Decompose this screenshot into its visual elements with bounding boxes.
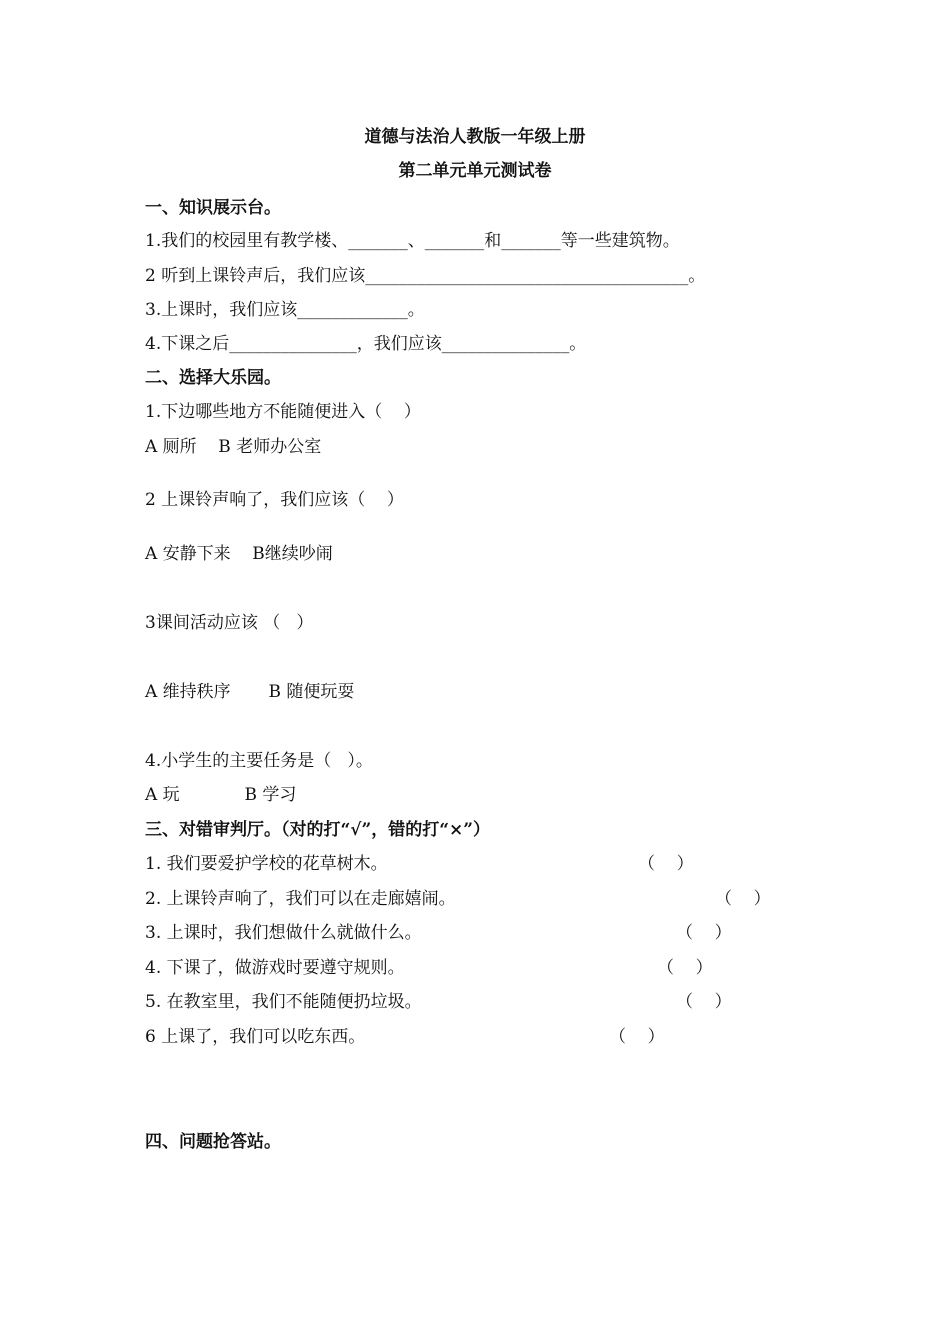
document-title: 道德与法治人教版一年级上册 — [364, 127, 586, 147]
section3-item-answer-paren: （ ） — [676, 923, 732, 943]
section3-item-text: 5. 在教室里，我们不能随便扔垃圾。 — [145, 992, 422, 1012]
section2-heading: 二、选择大乐园。 — [145, 368, 281, 388]
document-subtitle: 第二单元单元测试卷 — [398, 161, 552, 181]
section3-item-answer-paren: （ ） — [638, 854, 694, 874]
section3-item-answer-paren: （ ） — [657, 958, 713, 978]
section4-heading: 四、问题抢答站。 — [145, 1132, 281, 1152]
section2-question-3-options: A 维持秩序 B 随便玩耍 — [145, 682, 355, 702]
section3-item-answer-paren: （ ） — [715, 889, 771, 909]
section3-item-text: 1. 我们要爱护学校的花草树木。 — [145, 854, 388, 874]
section1-heading: 一、知识展示台。 — [145, 198, 281, 218]
section1-question-1: 1.我们的校园里有教学楼、_______、_______和_______等一些建筑物。 — [145, 231, 680, 251]
section2-question-2: 2 上课铃声响了，我们应该（ ） — [145, 490, 404, 510]
section2-question-3: 3课间活动应该 （ ） — [145, 613, 314, 633]
section3-item-text: 6 上课了，我们可以吃东西。 — [145, 1027, 366, 1047]
section3-item-answer-paren: （ ） — [676, 992, 732, 1012]
section3-item-text: 3. 上课时，我们想做什么就做什么。 — [145, 923, 422, 943]
section1-question-3: 3.上课时，我们应该_____________。 — [145, 300, 425, 320]
section3-item-text: 4. 下课了，做游戏时要遵守规则。 — [145, 958, 405, 978]
section3-item-answer-paren: （ ） — [609, 1027, 665, 1047]
section2-question-4-options: A 玩 B 学习 — [145, 785, 297, 805]
section1-question-2: 2 听到上课铃声后，我们应该______________________________________。 — [145, 266, 706, 286]
section2-question-2-options: A 安静下来 B继续吵闹 — [145, 544, 333, 564]
section1-question-4: 4.下课之后_______________，我们应该_______________。 — [145, 334, 587, 354]
section2-question-4: 4.小学生的主要任务是（ ）。 — [145, 751, 373, 771]
section2-question-1-options: A 厕所 B 老师办公室 — [145, 437, 322, 457]
section3-heading: 三、对错审判厅。（对的打“√”，错的打“×”） — [145, 820, 491, 840]
section2-question-1: 1.下边哪些地方不能随便进入（ ） — [145, 402, 421, 422]
section3-item-text: 2. 上课铃声响了，我们可以在走廊嬉闹。 — [145, 889, 456, 909]
